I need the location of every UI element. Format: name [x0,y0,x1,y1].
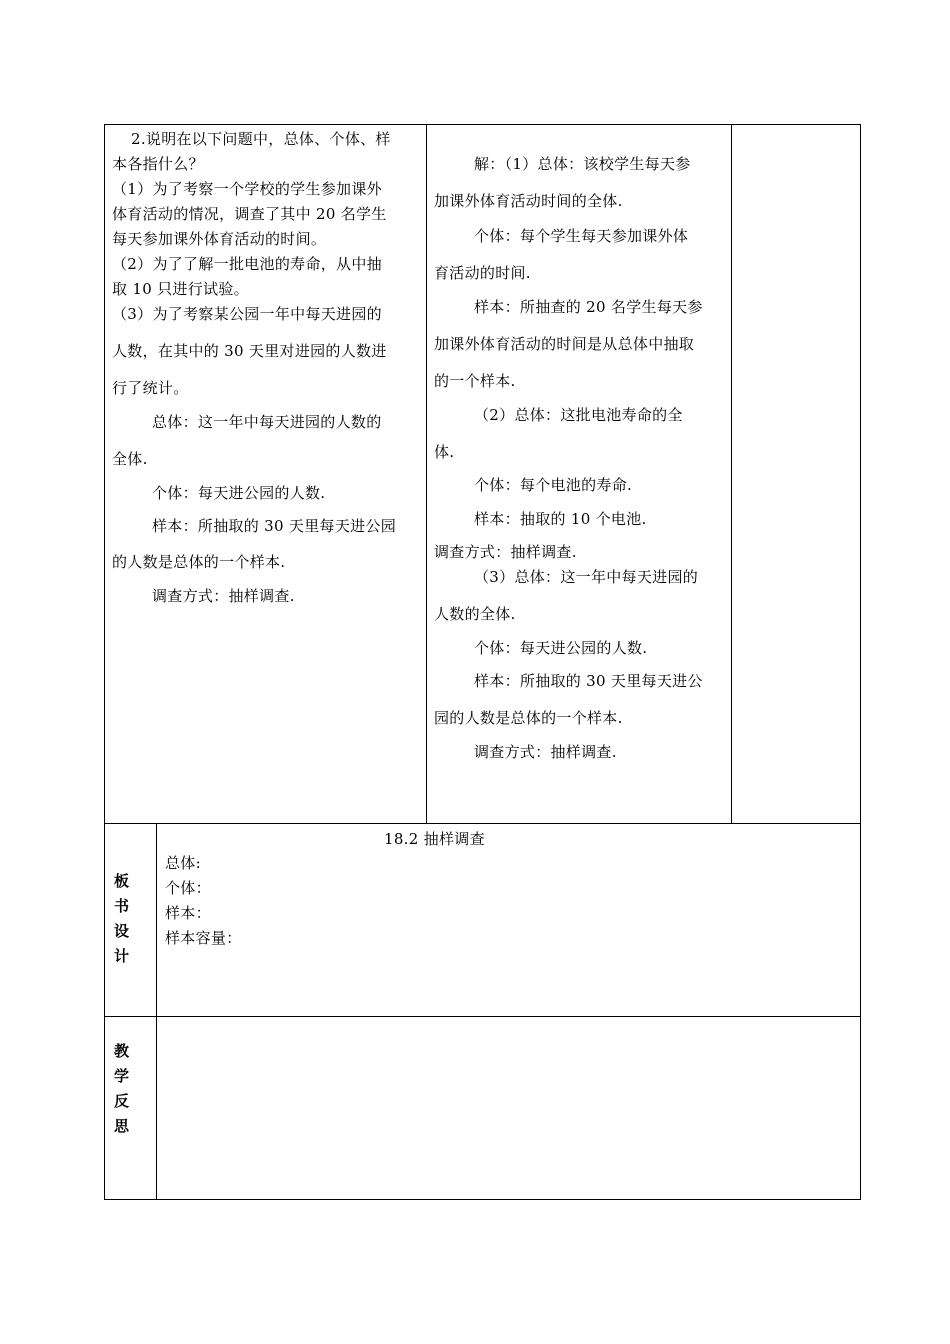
left-line-16: 调查方式：抽样调查. [152,587,295,605]
board-label-char-2: 书 [114,897,130,915]
right-line-4: 育活动的时间. [434,264,531,282]
left-line-14: 样本：所抽取的 30 天里每天进公园 [152,517,397,535]
right-line-12: 调查方式：抽样调查. [434,543,577,561]
reflection-label-char-3: 反 [114,1092,130,1110]
board-label-char-3: 设 [114,922,130,940]
board-title: 18.2 抽样调查 [384,830,485,848]
col-divider-right [731,124,732,824]
right-line-14: 人数的全体. [434,605,516,623]
table-top-border [104,124,861,125]
reflection-label-char-4: 思 [114,1117,130,1135]
table-right-border [860,124,861,1200]
label-col-divider [156,823,157,1200]
board-line-4: 样本容量： [165,929,242,947]
left-line-11: 总体：这一年中每天进园的人数的 [152,413,382,431]
left-line-7: 取 10 只进行试验。 [112,280,249,298]
left-line-9: 人数，在其中的 30 天里对进园的人数进 [112,342,387,360]
right-line-7: 的一个样本. [434,372,516,390]
left-line-13: 个体：每天进公园的人数. [152,484,326,502]
left-line-5: 每天参加课外体育活动的时间。 [112,230,327,248]
right-line-10: 个体：每个电池的寿命. [474,476,633,494]
board-line-1: 总体: [165,854,201,872]
right-line-6: 加课外体育活动的时间是从总体中抽取 [434,335,695,353]
board-label-char-4: 计 [114,947,130,965]
left-line-2: 本各指什么？ [112,155,204,173]
left-line-1: 2.说明在以下问题中，总体、个体、样 [131,130,391,148]
left-line-3: （1）为了考察一个学校的学生参加课外 [112,180,382,198]
left-line-12: 全体. [112,450,148,468]
row-divider-1 [104,823,861,824]
board-line-2: 个体： [165,879,211,897]
board-line-3: 样本： [165,904,211,922]
right-line-13: （3）总体：这一年中每天进园的 [474,568,699,586]
col-divider-mid [426,124,427,824]
right-line-2: 加课外体育活动时间的全体. [434,192,623,210]
right-line-16: 样本：所抽取的 30 天里每天进公 [474,672,703,690]
right-line-3: 个体：每个学生每天参加课外体 [474,227,689,245]
table-bottom-border [104,1199,861,1200]
right-line-11: 样本：抽取的 10 个电池. [474,510,647,528]
right-line-17: 园的人数是总体的一个样本. [434,709,623,727]
left-line-10: 行了统计。 [112,379,189,397]
left-line-6: （2）为了了解一批电池的寿命，从中抽 [112,255,382,273]
reflection-label-char-1: 教 [114,1042,130,1060]
left-line-15: 的人数是总体的一个样本. [112,553,286,571]
right-line-9: 体. [434,443,455,461]
table-left-border [104,124,105,1200]
right-line-18: 调查方式：抽样调查. [474,743,617,761]
left-line-8: （3）为了考察某公园一年中每天进园的 [112,305,382,323]
right-line-15: 个体：每天进公园的人数. [474,639,648,657]
left-line-4: 体育活动的情况，调查了其中 20 名学生 [112,205,387,223]
row-divider-2 [104,1016,861,1017]
right-line-1: 解：（1）总体：该校学生每天参 [474,155,691,173]
right-line-5: 样本：所抽查的 20 名学生每天参 [474,298,703,316]
reflection-label-char-2: 学 [114,1067,130,1085]
board-label-char-1: 板 [114,872,130,890]
right-line-8: （2）总体：这批电池寿命的全 [474,406,683,424]
